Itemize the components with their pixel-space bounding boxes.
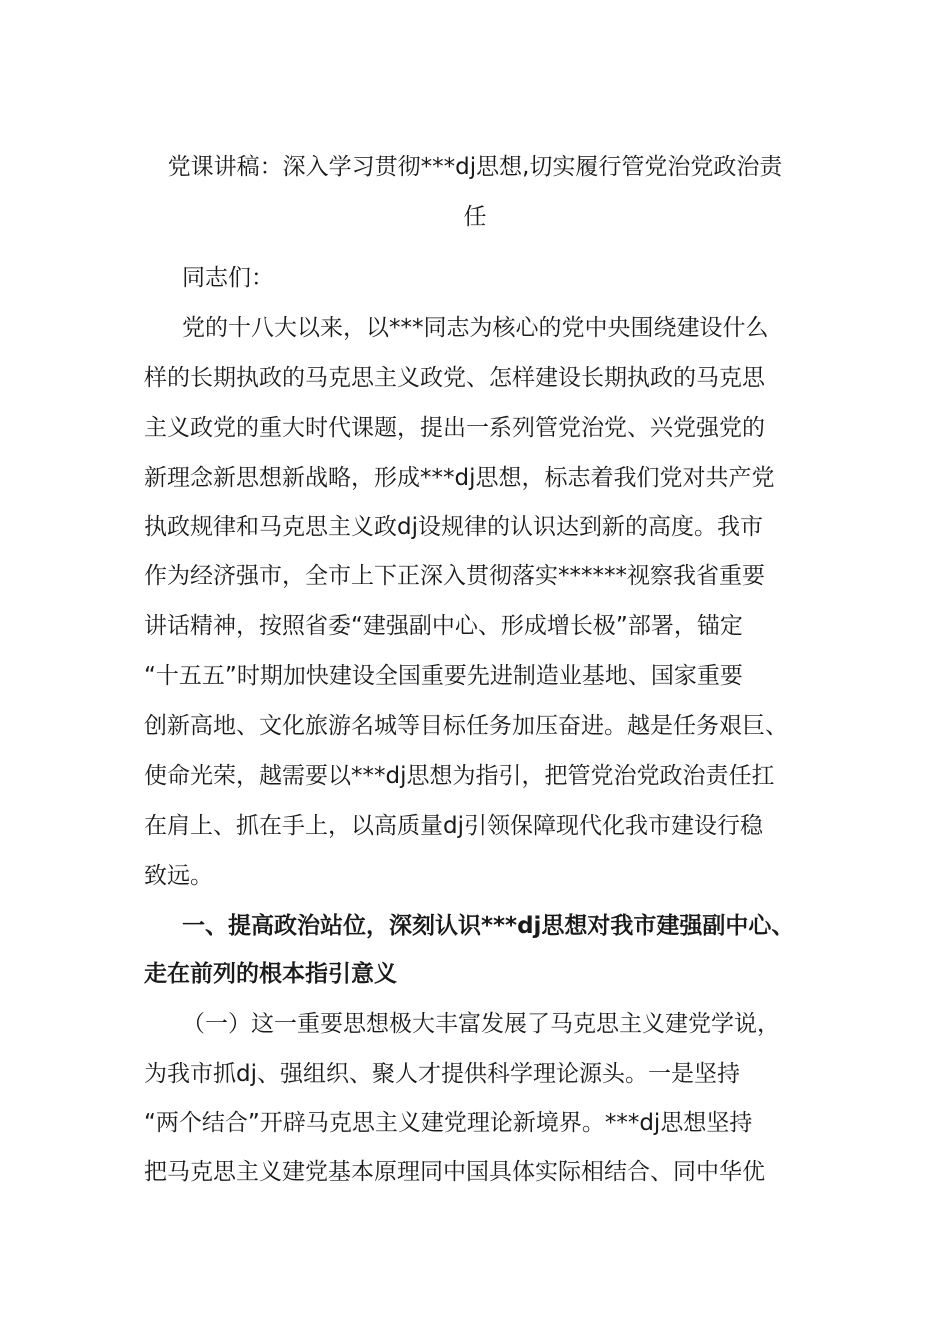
paragraph-line: “十五五”时期加快建设全国重要先进制造业基地、国家重要	[144, 663, 743, 689]
paragraph-line: “两个结合”开辟马克思主义建党理论新境界。***dj思想坚持	[144, 1110, 753, 1136]
title-line: 党课讲稿：深入学习贯彻***dj思想,切实履行管党治党政治责	[167, 154, 783, 180]
paragraph-line: 讲话精神，按照省委“建强副中心、形成增长极”部署，锚定	[144, 613, 743, 639]
paragraph-line: 在肩上、抓在手上，以高质量dj引领保障现代化我市建设行稳	[144, 813, 763, 839]
paragraph-line: 创新高地、文化旅游名城等目标任务加压奋进。越是任务艰巨、	[144, 713, 788, 739]
title-line: 任	[463, 204, 487, 230]
paragraph-line: 样的长期执政的马克思主义政党、怎样建设长期执政的马克思	[144, 365, 765, 391]
paragraph-line: 致远。	[144, 863, 213, 889]
paragraph-line: 把马克思主义建党基本原理同中国具体实际相结合、同中华优	[144, 1159, 765, 1185]
paragraph-line: 主义政党的重大时代课题，提出一系列管党治党、兴党强党的	[144, 415, 765, 441]
document-title	[140, 142, 810, 242]
paragraph-line: （一）这一重要思想极大丰富发展了马克思主义建党学说，	[182, 1011, 780, 1037]
paragraph-line: 使命光荣，越需要以***dj思想为指引，把管党治党政治责任扛	[144, 763, 775, 789]
paragraph-line: 党的十八大以来，以***同志为核心的党中央围绕建设什么	[182, 315, 769, 341]
paragraph-line: 为我市抓dj、强组织、聚人才提供科学理论源头。一是坚持	[144, 1061, 740, 1087]
heading-line: 走在前列的根本指引意义	[144, 961, 397, 987]
paragraph-line: 执政规律和马克思主义政dj设规律的认识达到新的高度。我市	[144, 514, 763, 540]
paragraph-line: 作为经济强市，全市上下正深入贯彻落实******视察我省重要	[144, 563, 765, 589]
salutation: 同志们：	[182, 265, 274, 291]
heading-line: 一、提高政治站位，深刻认识***dj思想对我市建强副中心、	[182, 913, 795, 939]
paragraph-line: 新理念新思想新战略，形成***dj思想，标志着我们党对共产党	[144, 465, 775, 491]
